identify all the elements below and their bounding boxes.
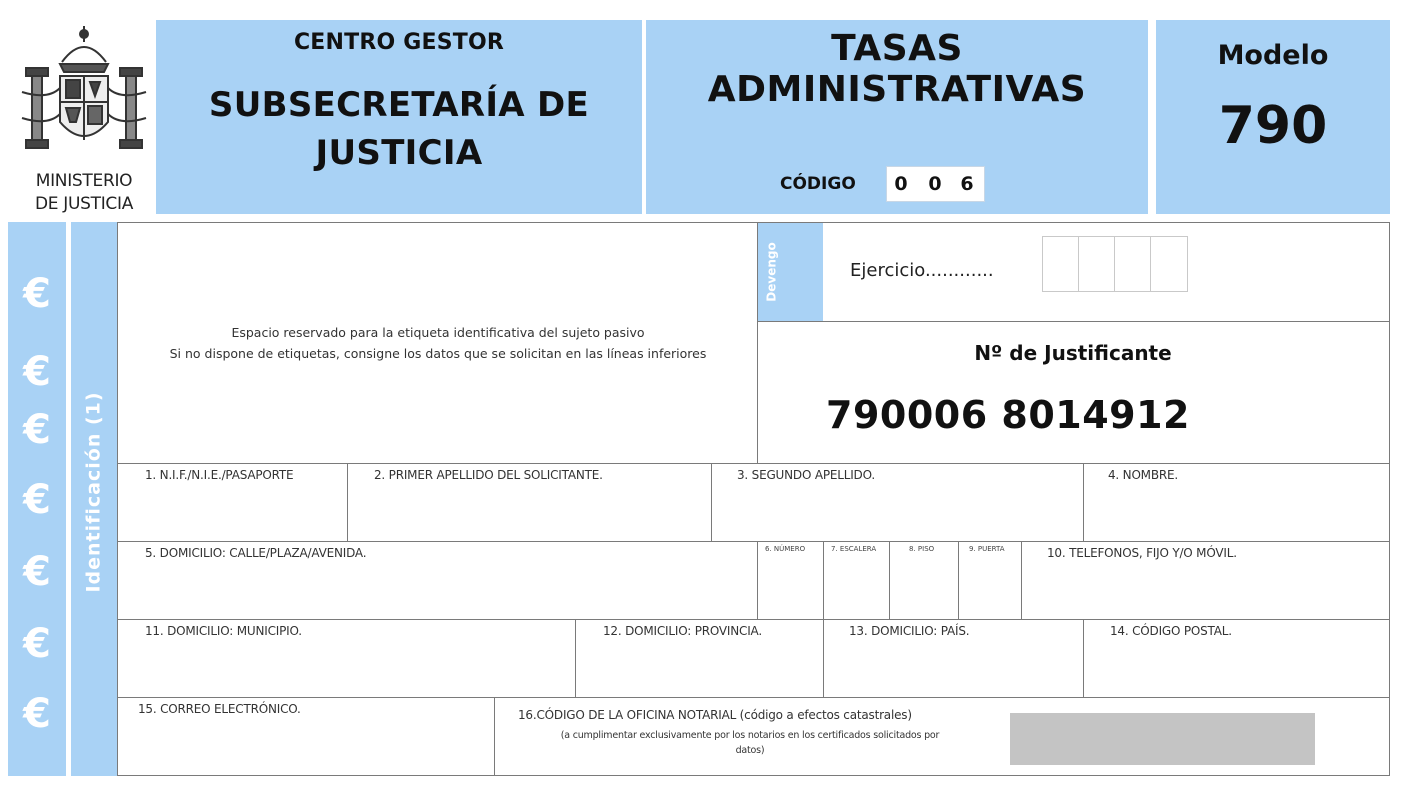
euro-icon: €: [23, 349, 51, 395]
devengo-strip: [757, 223, 823, 321]
field-provincia-label: 12. DOMICILIO: PROVINCIA.: [603, 624, 762, 638]
centro-gestor-label: CENTRO GESTOR: [293, 30, 505, 55]
codigo-box: [886, 166, 985, 202]
field-numero-label: 6. NÚMERO: [765, 545, 806, 553]
field-primer-apellido-label: 2. PRIMER APELLIDO DEL SOLICITANTE.: [374, 468, 603, 482]
field-oficina-notarial-label: 16.CÓDIGO DE LA OFICINA NOTARIAL (código a efectos catastrales): [518, 708, 912, 722]
segundo-apellido-input[interactable]: [713, 485, 1081, 539]
ministry-logo: [18, 22, 150, 218]
modelo-label: Modelo: [1217, 40, 1329, 71]
notarial-code-box[interactable]: [1078, 713, 1113, 765]
codigo-digit: 0: [894, 173, 908, 195]
tasas-title-line2: ADMINISTRATIVAS: [707, 69, 1087, 110]
reserved-label-text-line2: Si no dispone de etiquetas, consigne los datos que se solicitan en las líneas inferiores: [169, 346, 707, 361]
justificante-number: 790006 8014912: [826, 393, 1190, 437]
field-correo-label: 15. CORREO ELECTRÓNICO.: [138, 702, 301, 716]
tasas-title-line1: TASAS: [831, 28, 963, 69]
euro-icon: €: [23, 407, 51, 453]
centro-gestor-line2: JUSTICIA: [315, 133, 483, 173]
pais-input[interactable]: [825, 641, 1081, 695]
numero-input[interactable]: [759, 563, 821, 617]
justificante-label: Nº de Justificante: [974, 341, 1172, 365]
nombre-input[interactable]: [1085, 485, 1388, 539]
telefonos-input[interactable]: [1023, 563, 1388, 617]
notarial-code-box[interactable]: [1044, 713, 1079, 765]
field-puerta-label: 9. PUERTA: [969, 545, 1005, 553]
primer-apellido-input[interactable]: [349, 485, 709, 539]
identificacion-label: Identificación (1): [83, 391, 106, 593]
centro-gestor-line1: SUBSECRETARÍA DE: [208, 85, 590, 125]
municipio-input[interactable]: [119, 641, 573, 695]
ministry-name-line2: DE JUSTICIA: [34, 194, 134, 214]
puerta-input[interactable]: [960, 563, 1019, 617]
euro-icon: €: [23, 549, 51, 595]
ministry-name-line1: MINISTERIO: [35, 171, 133, 191]
field-escalera-label: 7. ESCALERA: [831, 545, 877, 553]
field-oficina-notarial-note: (a cumplimentar exclusivamente por los notarios en los certificados solicitados por: [560, 730, 940, 741]
modelo-box: [1156, 20, 1390, 214]
domicilio-calle-input[interactable]: [119, 563, 755, 617]
field-domicilio-calle-label: 5. DOMICILIO: CALLE/PLAZA/AVENIDA.: [145, 546, 367, 560]
codigo-digit: 0: [928, 173, 942, 195]
notarial-code-box[interactable]: [1214, 713, 1249, 765]
centro-gestor-box: [156, 20, 642, 214]
notarial-code-box[interactable]: [1146, 713, 1181, 765]
reserved-label-text-line1: Espacio reservado para la etiqueta identificativa del sujeto pasivo: [231, 325, 645, 340]
notarial-code-box[interactable]: [1248, 713, 1283, 765]
euro-icon: €: [23, 691, 51, 737]
euro-strip: [8, 222, 66, 776]
field-oficina-notarial-note-end: datos): [735, 745, 765, 756]
nif-input[interactable]: [119, 485, 345, 539]
correo-input[interactable]: [119, 719, 492, 774]
coat-of-arms-icon: [18, 22, 150, 162]
escalera-input[interactable]: [825, 563, 887, 617]
euro-icon: €: [23, 477, 51, 523]
notarial-code-box[interactable]: [1010, 713, 1045, 765]
field-nif-label: 1. N.I.F./N.I.E./PASAPORTE: [145, 468, 294, 482]
euro-icon: €: [23, 621, 51, 667]
identificacion-strip: [71, 222, 117, 776]
ejercicio-digit-box[interactable]: [1042, 236, 1080, 292]
notarial-code-box[interactable]: [1112, 713, 1147, 765]
modelo-number: 790: [1218, 96, 1328, 156]
field-nombre-label: 4. NOMBRE.: [1108, 468, 1179, 482]
ejercicio-label: Ejercicio............: [850, 260, 994, 281]
field-segundo-apellido-label: 3. SEGUNDO APELLIDO.: [737, 468, 875, 482]
notarial-code-box[interactable]: [1180, 713, 1215, 765]
provincia-input[interactable]: [577, 641, 821, 695]
notarial-code-box[interactable]: [1282, 713, 1315, 765]
euro-icon: €: [23, 271, 51, 317]
codigo-postal-input[interactable]: [1085, 641, 1388, 695]
field-telefonos-label: 10. TELEFONOS, FIJO Y/O MÓVIL.: [1047, 546, 1237, 560]
codigo-digit: 6: [960, 173, 974, 195]
tasas-box: [646, 20, 1148, 214]
field-municipio-label: 11. DOMICILIO: MUNICIPIO.: [145, 624, 302, 638]
codigo-label: CÓDIGO: [780, 174, 856, 194]
ejercicio-digit-box[interactable]: [1114, 236, 1152, 292]
ejercicio-digit-box[interactable]: [1078, 236, 1116, 292]
field-piso-label: 8. PISO: [909, 545, 935, 553]
field-codigo-postal-label: 14. CÓDIGO POSTAL.: [1110, 624, 1232, 638]
devengo-label: Devengo: [765, 242, 779, 302]
field-pais-label: 13. DOMICILIO: PAÍS.: [849, 624, 970, 638]
ejercicio-digit-box[interactable]: [1150, 236, 1188, 292]
piso-input[interactable]: [891, 563, 956, 617]
